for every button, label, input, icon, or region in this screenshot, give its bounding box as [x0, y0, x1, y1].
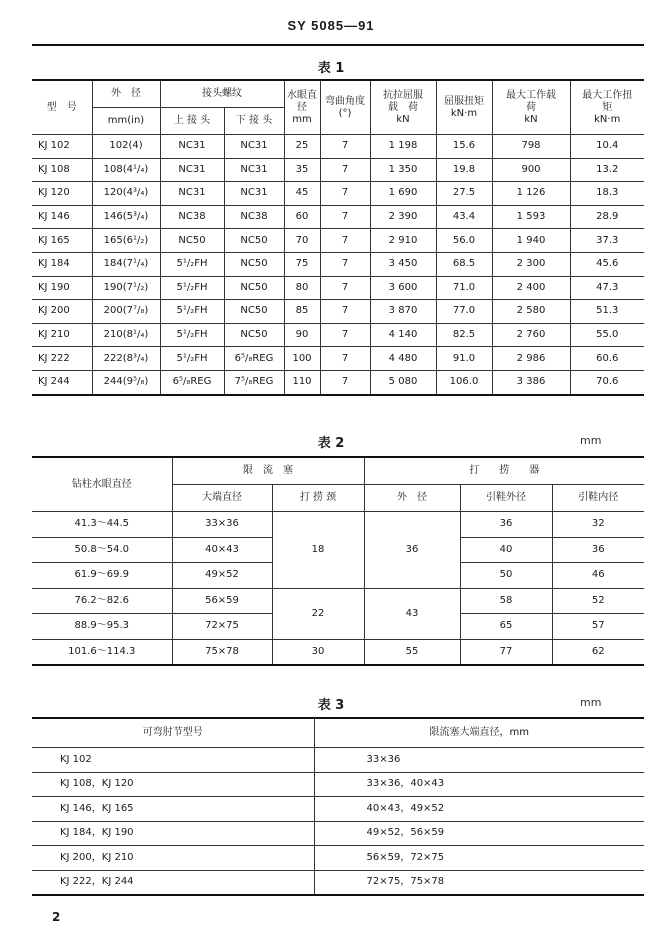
table-row	[32, 229, 644, 253]
t1-cell-lower: NC31	[224, 182, 284, 206]
t1-header-torque	[436, 80, 492, 135]
t2-header-fish-od: 外 径	[364, 485, 460, 512]
t2-cell-big: 75×78	[172, 639, 272, 665]
t1-cell-torque: 43.4	[436, 205, 492, 229]
t1-cell-model: KJ 190	[32, 276, 92, 300]
t1-cell-model: KJ 146	[32, 205, 92, 229]
t1-header-tensile-unit: kN	[396, 113, 410, 125]
t2-header-guide-od: 引鞋外径	[460, 485, 552, 512]
t1-cell-upper: 5¹/₂FH	[160, 252, 224, 276]
t2-cell-guide-od: 77	[460, 639, 552, 665]
table-row	[32, 276, 644, 300]
t2-header-plug: 限 流 塞	[172, 457, 364, 485]
t1-cell-tensile: 1 690	[370, 182, 436, 206]
t1-cell-maxload: 1 940	[492, 229, 570, 253]
t1-cell-tensile: 3 450	[370, 252, 436, 276]
t1-cell-upper: NC31	[160, 158, 224, 182]
t2-cell-fish-od: 43	[364, 588, 460, 639]
t2-cell-guide-od: 65	[460, 614, 552, 640]
t3-cell-model: KJ 146，KJ 165	[32, 797, 314, 822]
t1-header-od-unit: mm(in)	[92, 108, 160, 135]
t2-cell-guide-id: 36	[552, 537, 644, 563]
t3-cell-plug: 49×52，56×59	[314, 821, 644, 846]
t1-cell-maxtorque: 51.3	[570, 300, 644, 324]
t1-cell-bore: 70	[284, 229, 320, 253]
table-row	[32, 252, 644, 276]
t1-cell-lower: 6⁵/₈REG	[224, 347, 284, 371]
t1-cell-maxload: 1 126	[492, 182, 570, 206]
t2-cell-bore: 61.9～69.9	[32, 563, 172, 589]
t1-cell-bend: 7	[320, 300, 370, 324]
t1-cell-model: KJ 165	[32, 229, 92, 253]
t1-cell-maxload: 900	[492, 158, 570, 182]
t2-header-plug-neck: 打 捞 颈	[272, 485, 364, 512]
t2-cell-neck: 22	[272, 588, 364, 639]
t2-cell-big: 33×36	[172, 512, 272, 538]
t1-cell-maxload: 2 300	[492, 252, 570, 276]
t1-cell-torque: 77.0	[436, 300, 492, 324]
t2-cell-bore: 50.8～54.0	[32, 537, 172, 563]
t1-cell-maxload: 2 986	[492, 347, 570, 371]
table2	[32, 456, 644, 666]
t2-cell-guide-od: 36	[460, 512, 552, 538]
t1-header-tensile-label: 抗拉屈服载 荷	[383, 89, 423, 113]
t2-cell-guide-od: 58	[460, 588, 552, 614]
t1-cell-bore: 45	[284, 182, 320, 206]
table-row	[32, 347, 644, 371]
t1-cell-maxload: 3 386	[492, 370, 570, 394]
t1-cell-tensile: 4 140	[370, 323, 436, 347]
t1-cell-upper: 5¹/₂FH	[160, 323, 224, 347]
t1-cell-maxload: 2 760	[492, 323, 570, 347]
t1-cell-maxload: 2 580	[492, 300, 570, 324]
t1-cell-bore: 100	[284, 347, 320, 371]
t1-cell-lower: NC50	[224, 252, 284, 276]
t1-cell-torque: 106.0	[436, 370, 492, 394]
t1-cell-model: KJ 120	[32, 182, 92, 206]
t1-header-bend-unit: (°)	[338, 107, 352, 119]
t2-cell-fish-od: 55	[364, 639, 460, 665]
t2-cell-guide-od: 50	[460, 563, 552, 589]
t3-cell-model: KJ 184，KJ 190	[32, 821, 314, 846]
t1-cell-lower: NC50	[224, 229, 284, 253]
t1-cell-lower: 7⁵/₈REG	[224, 370, 284, 394]
t1-cell-bore: 35	[284, 158, 320, 182]
t3-cell-model: KJ 102	[32, 748, 314, 773]
t1-cell-bend: 7	[320, 205, 370, 229]
t2-header-plug-big: 大端直径	[172, 485, 272, 512]
t1-cell-bend: 7	[320, 229, 370, 253]
t1-cell-model: KJ 244	[32, 370, 92, 394]
t1-cell-model: KJ 108	[32, 158, 92, 182]
t1-cell-lower: NC50	[224, 323, 284, 347]
table2-title: 表 2	[317, 436, 345, 451]
table-row	[32, 748, 644, 773]
t2-header-fish: 打 捞 器	[364, 457, 644, 485]
t1-cell-lower: NC38	[224, 205, 284, 229]
t1-cell-tensile: 2 910	[370, 229, 436, 253]
t1-cell-od: 210(8¹/₄)	[92, 323, 160, 347]
t1-header-maxload-label: 最大工作载 荷	[506, 89, 566, 113]
t1-cell-tensile: 1 350	[370, 158, 436, 182]
t2-cell-fish-od: 36	[364, 512, 460, 589]
t1-cell-model: KJ 102	[32, 135, 92, 159]
t1-header-od: 外 径	[92, 80, 160, 108]
t1-cell-maxtorque: 18.3	[570, 182, 644, 206]
t1-header-maxtorque	[570, 80, 644, 135]
t1-cell-od: 120(4³/₄)	[92, 182, 160, 206]
t1-cell-upper: 6⁵/₈REG	[160, 370, 224, 394]
t3-cell-plug: 40×43，49×52	[314, 797, 644, 822]
t3-cell-plug: 33×36，40×43	[314, 772, 644, 797]
t1-cell-bore: 25	[284, 135, 320, 159]
t1-cell-upper: 5¹/₂FH	[160, 276, 224, 300]
t1-cell-od: 190(7¹/₂)	[92, 276, 160, 300]
t1-cell-tensile: 4 480	[370, 347, 436, 371]
t1-cell-lower: NC31	[224, 158, 284, 182]
t1-cell-maxtorque: 47.3	[570, 276, 644, 300]
t1-header-bend-label: 弯曲角度	[325, 95, 365, 107]
t1-header-bore-unit: mm	[292, 113, 312, 125]
t1-cell-upper: 5¹/₂FH	[160, 300, 224, 324]
t3-header-plug: 限流塞大端直径，mm	[314, 718, 644, 748]
table-row	[32, 323, 644, 347]
t2-cell-big: 49×52	[172, 563, 272, 589]
t1-cell-bore: 110	[284, 370, 320, 394]
table-row	[32, 182, 644, 206]
t1-cell-od: 244(9⁵/₈)	[92, 370, 160, 394]
t1-cell-bore: 80	[284, 276, 320, 300]
t1-cell-bend: 7	[320, 252, 370, 276]
t1-cell-model: KJ 210	[32, 323, 92, 347]
t1-cell-bore: 60	[284, 205, 320, 229]
t1-cell-maxtorque: 10.4	[570, 135, 644, 159]
t1-cell-upper: NC38	[160, 205, 224, 229]
t1-header-thread: 接头螺纹	[160, 80, 284, 108]
table2-unit: mm	[580, 434, 602, 447]
t1-cell-upper: NC31	[160, 182, 224, 206]
t1-cell-maxload: 798	[492, 135, 570, 159]
t1-cell-maxtorque: 55.0	[570, 323, 644, 347]
t1-header-model: 型 号	[32, 80, 92, 135]
t1-cell-maxtorque: 13.2	[570, 158, 644, 182]
table-row	[32, 370, 644, 394]
header-rule	[32, 44, 644, 46]
t1-cell-maxtorque: 45.6	[570, 252, 644, 276]
t2-header-guide-id: 引鞋内径	[552, 485, 644, 512]
t1-cell-torque: 19.8	[436, 158, 492, 182]
t1-header-maxtorque-unit: kN·m	[594, 113, 621, 125]
t1-cell-bend: 7	[320, 323, 370, 347]
t2-cell-big: 56×59	[172, 588, 272, 614]
t1-cell-od: 200(7⁷/₈)	[92, 300, 160, 324]
t1-cell-tensile: 3 600	[370, 276, 436, 300]
t3-cell-model: KJ 200，KJ 210	[32, 846, 314, 871]
t3-cell-plug: 33×36	[314, 748, 644, 773]
t3-cell-plug: 72×75，75×78	[314, 870, 644, 895]
table-row	[32, 797, 644, 822]
t3-header-model: 可弯肘节型号	[32, 718, 314, 748]
t1-cell-tensile: 3 870	[370, 300, 436, 324]
t2-cell-guide-id: 57	[552, 614, 644, 640]
t1-cell-upper: 5¹/₂FH	[160, 347, 224, 371]
t1-cell-lower: NC50	[224, 276, 284, 300]
t3-cell-plug: 56×59，72×75	[314, 846, 644, 871]
t1-cell-maxtorque: 37.3	[570, 229, 644, 253]
t1-cell-bend: 7	[320, 370, 370, 394]
table1-title: 表 1	[317, 61, 345, 76]
t1-cell-bend: 7	[320, 347, 370, 371]
t1-cell-od: 165(6¹/₂)	[92, 229, 160, 253]
t1-cell-od: 108(4¹/₄)	[92, 158, 160, 182]
t2-cell-guide-id: 62	[552, 639, 644, 665]
table-row	[32, 135, 644, 159]
t1-cell-model: KJ 184	[32, 252, 92, 276]
table-row	[32, 772, 644, 797]
t2-cell-guide-od: 40	[460, 537, 552, 563]
table1	[32, 79, 644, 396]
t3-cell-model: KJ 222，KJ 244	[32, 870, 314, 895]
t1-header-maxtorque-label: 最大工作扭 矩	[582, 89, 643, 113]
t1-cell-torque: 71.0	[436, 276, 492, 300]
t1-cell-od: 102(4)	[92, 135, 160, 159]
t1-header-tensile	[370, 80, 436, 135]
t1-cell-lower: NC50	[224, 300, 284, 324]
t1-cell-tensile: 1 198	[370, 135, 436, 159]
t1-cell-od: 146(5³/₄)	[92, 205, 160, 229]
page-number: 2	[52, 910, 61, 924]
table-row	[32, 300, 644, 324]
table-row	[32, 870, 644, 895]
t2-header-bore: 钻柱水眼直径	[32, 457, 172, 512]
t1-cell-bore: 90	[284, 323, 320, 347]
t1-cell-tensile: 5 080	[370, 370, 436, 394]
t1-cell-torque: 15.6	[436, 135, 492, 159]
t1-cell-maxtorque: 70.6	[570, 370, 644, 394]
t1-header-bore	[284, 80, 320, 135]
t1-cell-bore: 75	[284, 252, 320, 276]
t1-cell-upper: NC50	[160, 229, 224, 253]
t1-header-torque-label: 屈服扭矩	[444, 95, 484, 107]
t1-cell-bend: 7	[320, 182, 370, 206]
table3	[32, 717, 644, 896]
t1-cell-torque: 91.0	[436, 347, 492, 371]
t1-cell-upper: NC31	[160, 135, 224, 159]
t2-cell-neck: 18	[272, 512, 364, 589]
t2-cell-bore: 41.3～44.5	[32, 512, 172, 538]
table-row	[32, 158, 644, 182]
t1-header-bend	[320, 80, 370, 135]
t2-cell-bore: 101.6～114.3	[32, 639, 172, 665]
t1-cell-maxload: 1 593	[492, 205, 570, 229]
t2-cell-guide-id: 52	[552, 588, 644, 614]
t1-cell-torque: 82.5	[436, 323, 492, 347]
t3-cell-model: KJ 108，KJ 120	[32, 772, 314, 797]
t2-cell-neck: 30	[272, 639, 364, 665]
t1-cell-torque: 56.0	[436, 229, 492, 253]
t2-cell-guide-id: 46	[552, 563, 644, 589]
t1-cell-model: KJ 222	[32, 347, 92, 371]
t2-cell-bore: 76.2～82.6	[32, 588, 172, 614]
t1-cell-od: 222(8³/₄)	[92, 347, 160, 371]
t2-cell-big: 40×43	[172, 537, 272, 563]
t1-cell-bore: 85	[284, 300, 320, 324]
table3-title: 表 3	[317, 698, 345, 713]
t1-cell-maxload: 2 400	[492, 276, 570, 300]
document-header: SY 5085—91	[287, 18, 375, 33]
t1-cell-maxtorque: 28.9	[570, 205, 644, 229]
t2-cell-big: 72×75	[172, 614, 272, 640]
t1-header-bore-label: 水眼直径	[287, 89, 317, 113]
t1-cell-bend: 7	[320, 158, 370, 182]
t1-cell-od: 184(7¹/₄)	[92, 252, 160, 276]
t1-cell-lower: NC31	[224, 135, 284, 159]
table-row	[32, 205, 644, 229]
t2-cell-guide-id: 32	[552, 512, 644, 538]
t1-cell-model: KJ 200	[32, 300, 92, 324]
table-row	[32, 846, 644, 871]
t1-cell-tensile: 2 390	[370, 205, 436, 229]
t1-cell-bend: 7	[320, 135, 370, 159]
t2-cell-bore: 88.9～95.3	[32, 614, 172, 640]
table3-unit: mm	[580, 696, 602, 709]
t1-header-maxload	[492, 80, 570, 135]
t1-header-lower: 下 接 头	[224, 108, 284, 135]
t1-header-torque-unit: kN·m	[450, 107, 478, 119]
t1-cell-torque: 27.5	[436, 182, 492, 206]
t1-cell-maxtorque: 60.6	[570, 347, 644, 371]
table-row	[32, 821, 644, 846]
t1-header-maxload-unit: kN	[524, 113, 538, 125]
t1-cell-bend: 7	[320, 276, 370, 300]
t1-header-upper: 上 接 头	[160, 108, 224, 135]
t1-cell-torque: 68.5	[436, 252, 492, 276]
